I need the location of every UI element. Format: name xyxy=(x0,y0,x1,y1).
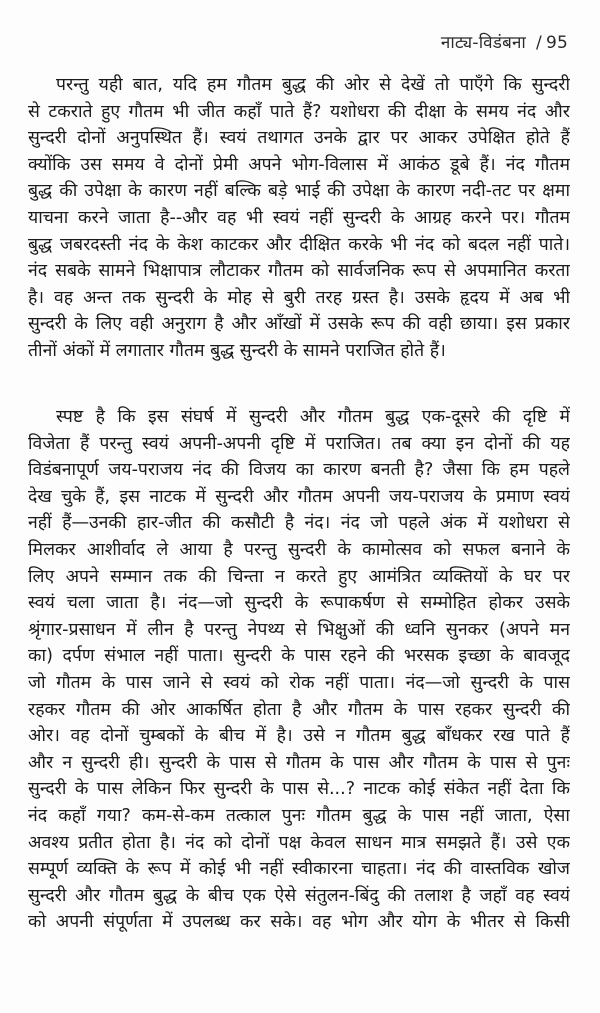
text-line: देख चुके हैं, इस नाटक में सुन्दरी और गौतम अपनी जय-पराजय के प्रमाण स्वयं xyxy=(28,486,570,507)
text-line: अवश्य प्रतीत होता है। नंद को दोनों पक्ष केवल साधन मात्र समझते हैं। उसे एक xyxy=(28,832,570,853)
paragraph-2 xyxy=(28,404,570,936)
text-line: बुद्ध की उपेक्षा के कारण नहीं बल्कि बड़े भाई की उपेक्षा के कारण नदी-तट पर क्षमा xyxy=(28,181,570,202)
text-line: है। वह अन्त तक सुन्दरी के मोह से बुरी तरह ग्रस्त है। उसके हृदय में अब भी xyxy=(28,287,570,308)
text-line: बुद्ध जबरदस्ती नंद के केश काटकर और दीक्षित करके भी नंद को बदल नहीं पाते। xyxy=(28,234,570,255)
text-line: नंद सबके सामने भिक्षापात्र लौटाकर गौतम को सार्वजनिक रूप से अपमानित करता xyxy=(28,261,570,282)
text-line: स्वयं चला जाता है। नंद—जो सुन्दरी के रूपाकर्षण से सम्मोहित होकर उसके xyxy=(28,593,570,614)
text-line: नहीं हैं—उनकी हार-जीत की कसौटी है नंद। नंद जो पहले अंक में यशोधरा से xyxy=(28,513,570,534)
text-line: लिए अपने सम्मान तक की चिन्ता न करते हुए आमंत्रित व्यक्तियों के घर पर xyxy=(28,566,570,587)
text-line: मिलकर आशीर्वाद ले आया है परन्तु सुन्दरी के कामोत्सव को सफल बनाने के xyxy=(28,539,570,560)
text-line: सुन्दरी के लिए वही अनुराग है और आँखों में उसके रूप की वही छाया। इस प्रकार xyxy=(28,314,570,335)
text-line: विजेता हैं परन्तु स्वयं अपनी-अपनी दृष्टि में पराजित। तब क्या इन दोनों की यह xyxy=(28,433,570,454)
text-line: सम्पूर्ण व्यक्ति के रूप में कोई भी नहीं स्वीकारना चाहता। नंद की वास्तविक खोज xyxy=(28,859,570,880)
text-line: स्पष्ट है कि इस संघर्ष में सुन्दरी और गौतम बुद्ध एक-दूसरे की दृष्टि में xyxy=(56,407,570,427)
text-line: विडंबनापूर्ण जय-पराजय नंद की विजय का कारण बनती है? जैसा कि हम पहले xyxy=(28,460,570,481)
text-line: सुन्दरी और गौतम बुद्ध के बीच एक ऐसे संतुलन-बिंदु की तलाश है जहाँ वह स्वयं xyxy=(28,885,570,906)
text-line: और न सुन्दरी ही। सुन्दरी के पास से गौतम के पास और गौतम के पास से पुनः xyxy=(28,752,570,773)
text-line: परन्तु यही बात, यदि हम गौतम बुद्ध की ओर से देखें तो पाएँगे कि सुन्दरी xyxy=(56,75,570,95)
text-line: से टकराते हुए गौतम भी जीत कहाँ पाते हैं? यशोधरा की दीक्षा के समय नंद और xyxy=(28,101,570,122)
separator: / xyxy=(536,33,542,53)
running-head xyxy=(441,30,568,53)
text-line: सुन्दरी दोनों अनुपस्थित हैं। स्वयं तथागत उनके द्वार पर आकर उपेक्षित होते हैं xyxy=(28,128,570,149)
text-line: ओर। वह दोनों चुम्बकों के बीच में है। उसे न गौतम बुद्ध बाँधकर रख पाते हैं xyxy=(28,726,570,747)
text-line: तीनों अंकों में लगातार गौतम बुद्ध सुन्दरी के सामने पराजित होते हैं। xyxy=(28,340,446,361)
text-line: को अपनी संपूर्णता में उपलब्ध कर सके। वह भोग और योग के भीतर से किसी xyxy=(28,912,570,933)
text-line: क्योंकि उस समय वे दोनों प्रेमी अपने भोग-विलास में आकंठ डूबे हैं। नंद गौतम xyxy=(28,154,570,175)
text-line: श्रृंगार-प्रसाधन में लीन है परन्तु नेपथ्य से भिक्षुओं की ध्वनि सुनकर (अपने मन xyxy=(28,619,570,640)
chapter-title: नाट्य-विडंबना xyxy=(440,33,527,53)
text-line: का) दर्पण संभाल नहीं पाता। सुन्दरी के पास रहने की भरसक इच्छा के बावजूद xyxy=(28,646,570,667)
text-line: नंद कहाँ गया? कम-से-कम तत्काल पुनः गौतम बुद्ध के पास नहीं जाता, ऐसा xyxy=(28,805,570,826)
text-line: सुन्दरी के पास लेकिन फिर सुन्दरी के पास से...? नाटक कोई संकेत नहीं देता कि xyxy=(28,779,570,800)
text-line: रहकर गौतम की ओर आकर्षित होता है और गौतम के पास रहकर सुन्दरी की xyxy=(28,699,570,720)
text-line: जो गौतम के पास जाने से स्वयं को रोक नहीं पाता। नंद—जो सुन्दरी के पास xyxy=(28,672,570,693)
text-line: याचना करने जाता है--और वह भी स्वयं नहीं सुन्दरी के आग्रह करने पर। गौतम xyxy=(28,207,570,228)
page-number: 95 xyxy=(545,33,568,53)
paragraph-1 xyxy=(28,72,570,365)
